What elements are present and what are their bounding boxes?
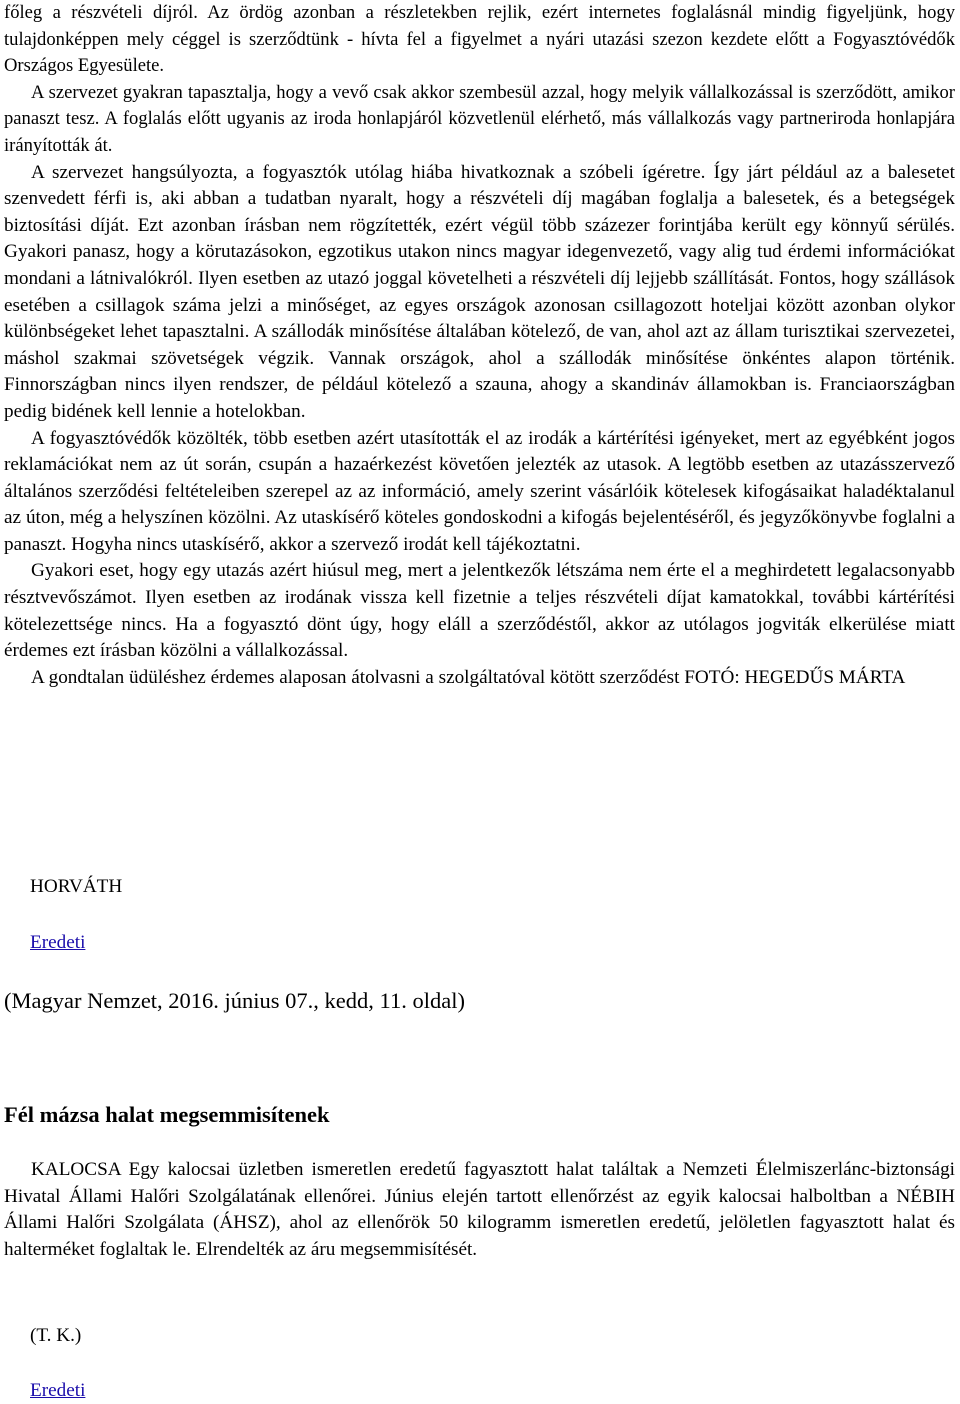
paragraph-3: A szervezet hangsúlyozta, a fogyasztók utólag hiába hivatkoznak a szóbeli ígéretre. Így járt például az a balesetet szenvedett férfi is, aki abban a tudatban nyaralt, hogy a részvételi díj magában foglalja a balesetek, és a betegségek biztosítási díját. Ezt azonban írásban nem rögzítették, ezért végül több százezer forintjába került egy könnyű sérülés. Gyakori panasz, hogy a körutazásokon, egzotikus utakon nincs magyar idegenvezető, vagy alig tud érdemi információkat mondani a látnivalókról. Ilyen esetben az utazó joggal követelheti a részvételi díj lejjebb szállítását. Fontos, hogy szállások esetében a csillagok száma jelzi a minőséget, az egyes országok azonosan csillagozott hoteljai között azonban olykor különbségeket lehet tapasztalni. A szállodák minősítése általában kötelező, de van, ahol azt az állam turisztikai szervezetei, máshol szakmai szövetségek végzik. Vannak országok, ahol a szállodák minősítése önkéntes alapon történik. Finnországban nincs ilyen rendszer, de például kötelező a szauna, ahogy a skandináv államokban is. Franciaországban pedig bidének kell lennie a hotelokban. xyxy=(4,161,955,422)
paragraph-5: Gyakori eset, hogy egy utazás azért hiúsul meg, mert a jelentkezők létszáma nem érte el a meghirdetett legalacsonyabb résztvevőszámot. Ilyen esetben az irodának vissza kell fizetnie a teljes részvételi díjat kamatokkal, további kártérítési kötelezettsége nincs. Ha a fogyasztó dönt úgy, hogy eláll a szerződéstől, akkor az utólagos jogviták elkerülése miatt érdemes ezt írásban közölni a vállalkozással. xyxy=(4,560,955,662)
article-fish-seizure xyxy=(4,1157,955,1263)
article-body: KALOCSA Egy kalocsai üzletben ismeretlen eredetű fagyasztott halat találtak a Nemzeti Élelmiszerlánc-biztonsági Hivatal Állami Halőri Szolgálatának ellenőrei. Június elején tartott ellenőrzést az egyik kalocsai halboltban a NÉBIH Állami Halőri Szolgálata (ÁHSZ), ahol az ellenőrök 50 kilogramm ismeretlen eredetű, jelöletlen fagyasztott halat és halterméket foglaltak le. Elrendelték az áru megsemmisítését. xyxy=(4,1159,955,1260)
article-consumer-protection xyxy=(4,0,955,691)
article-headline: Fél mázsa halat megsemmisítenek xyxy=(4,1102,330,1127)
paragraph-2: A szervezet gyakran tapasztalja, hogy a vevő csak akkor szembesül azzal, hogy melyik vállalkozással is szerződött, amikor panaszt tesz. A foglalás előtt ugyanis az iroda honlapjáról közvetlenül elérhető, más vállalkozás vagy partneriroda honlapjára irányították át. xyxy=(4,81,955,156)
article-author: HORVÁTH xyxy=(30,876,123,897)
source-citation: (Magyar Nemzet, 2016. június 07., kedd, 11. oldal) xyxy=(4,988,465,1013)
article-author-2: (T. K.) xyxy=(30,1325,82,1346)
original-link[interactable]: Eredeti xyxy=(30,932,86,953)
original-link-2[interactable]: Eredeti xyxy=(30,1380,86,1401)
paragraph-6-photo-caption: A gondtalan üdüléshez érdemes alaposan átolvasni a szolgáltatóval kötött szerződést FOTÓ: HEGEDŰS MÁRTA xyxy=(31,666,906,688)
paragraph-4: A fogyasztóvédők közölték, több esetben azért utasították el az irodák a kártérítési igényeket, mert az egyébként jogos reklamációkat nem az út során, csupán a hazaérkezést követően jelezték az utasok. A legtöbb esetben az utazásszervező általános szerződési feltételeiben szerepel az az információ, amely szerint vásárlóik kötelesek kifogásaikat haladéktalanul az úton, még a helyszínen közölni. Az utaskísérő köteles gondoskodni a kifogás bejelentéséről, és jegyzőkönyvbe foglalni a panaszt. Hogyha nincs utaskísérő, akkor a szervező irodát kell tájékoztatni. xyxy=(4,427,955,555)
paragraph-1: főleg a részvételi díjról. Az ördög azonban a részletekben rejlik, ezért internetes foglalásnál mindig figyeljünk, hogy tulajdonképpen mely céggel is szerződtünk - hívta fel a figyelmet a nyári utazási szezon kezdete előtt a Fogyasztóvédők Országos Egyesülete. xyxy=(4,2,955,77)
